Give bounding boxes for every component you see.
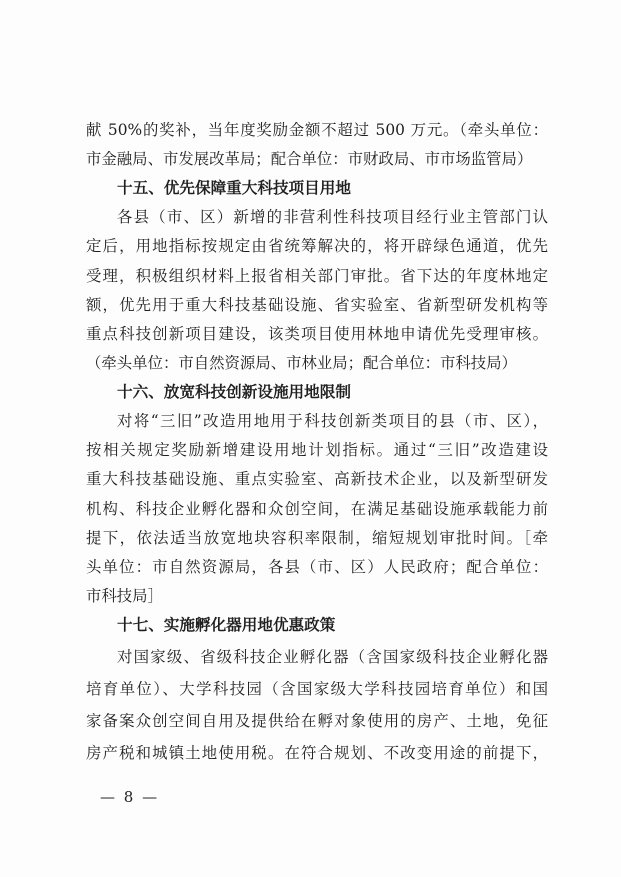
paragraph-line: 受理，积极组织材料上报省相关部门审批。省下达的年度林地定 — [86, 267, 548, 285]
paragraph-line: 培育单位）、大学科技园（含国家级大学科技园培育单位）和国 — [86, 680, 548, 698]
paragraph-line: 对国家级、省级科技企业孵化器（含国家级科技企业孵化器 — [117, 648, 548, 666]
paragraph-line: 对将“三旧”改造用地用于科技创新类项目的县（市、区）， — [117, 412, 548, 430]
paragraph-line: 机构、科技企业孵化器和众创空间，在满足基础设施承载能力前 — [86, 500, 548, 518]
paragraph-line: 重点科技创新项目建设，该类项目使用林地申请优先受理审核。 — [86, 325, 548, 343]
paragraph-line: 市金融局、市发展改革局；配合单位：市财政局、市市场监管局） — [86, 150, 533, 168]
paragraph-line: 献 50%的奖补，当年度奖励金额不超过 500 万元。（牵头单位： — [86, 121, 548, 139]
paragraph-line: 重大科技基础设施、重点实验室、高新技术企业，以及新型研发 — [86, 470, 548, 488]
paragraph-line: 头单位：市自然资源局，各县（市、区）人民政府；配合单位： — [86, 558, 548, 576]
paragraph-line: 提下，依法适当放宽地块容积率限制，缩短规划审批时间。［牵 — [86, 529, 548, 547]
paragraph-line: 各县（市、区）新增的非营利性科技项目经行业主管部门认 — [117, 208, 548, 226]
paragraph-line: 房产税和城镇土地使用税。在符合规划、不改变用途的前提下， — [86, 744, 548, 762]
paragraph-line: 市科技局］ — [86, 587, 163, 605]
section-heading: 十六、放宽科技创新设施用地限制 — [117, 383, 351, 401]
paragraph-line: 家备案众创空间自用及提供给在孵对象使用的房产、土地，免征 — [86, 712, 548, 730]
page-number: — 8 — — [100, 788, 160, 806]
paragraph-line: 额，优先用于重大科技基础设施、省实验室、省新型研发机构等 — [86, 296, 548, 314]
section-heading: 十五、优先保障重大科技项目用地 — [117, 179, 351, 197]
paragraph-line: 定后，用地指标按规定由省统筹解决的，将开辟绿色通道，优先 — [86, 237, 548, 255]
paragraph-line: 按相关规定奖励新增建设用地计划指标。通过“三旧”改造建设 — [86, 441, 548, 459]
section-heading: 十七、实施孵化器用地优惠政策 — [117, 616, 336, 634]
paragraph-line: （牵头单位：市自然资源局、市林业局；配合单位：市科技局） — [86, 354, 517, 372]
